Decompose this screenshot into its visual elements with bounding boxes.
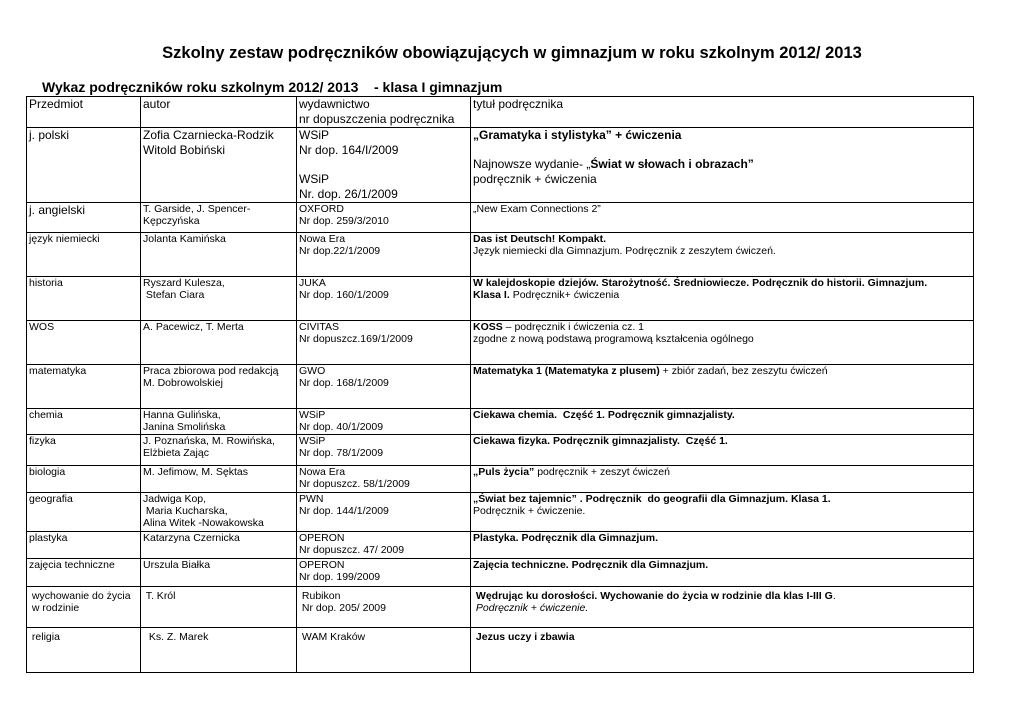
cell-przedmiot: WOS: [27, 321, 141, 365]
cell-wydawnictwo: [297, 277, 471, 321]
table-row: [27, 203, 974, 233]
autor-line: Jolanta Kamińska: [143, 233, 226, 245]
header-wydawnictwo-line: wydawnictwo: [299, 97, 370, 111]
header-tytul: tytuł podręcznika: [471, 97, 974, 128]
autor-line: M. Jefimow, M. Sęktas: [143, 466, 249, 478]
cell-tytul: [471, 233, 974, 277]
tytul-line: „New Exam Connections 2”: [473, 203, 601, 215]
cell-wydawnictwo: [297, 435, 471, 466]
table-row: [27, 365, 974, 409]
cell-przedmiot: religia: [27, 628, 141, 673]
cell-przedmiot: chemia: [27, 409, 141, 435]
cell-tytul: [471, 277, 974, 321]
tytul-line: Plastyka. Podręcznik dla Gimnazjum.: [473, 532, 658, 544]
tytul-line: [473, 289, 972, 301]
tytul-line: [473, 157, 972, 172]
tytul-line: „Świat bez tajemnic” . Podręcznik do geografii dla Gimnazjum. Klasa 1.: [473, 493, 831, 505]
table-row: [27, 409, 974, 435]
cell-wydawnictwo: [297, 532, 471, 559]
cell-autor: [141, 466, 297, 493]
tytul-bold: Wędrując ku dorosłości. Wychowanie do życia w rodzinie dla klas I-III G: [473, 590, 833, 602]
tytul-prefix: Najnowsze wydanie- „: [473, 157, 591, 171]
autor-line: Jadwiga Kop,: [143, 493, 207, 505]
cell-wydawnictwo: [297, 203, 471, 233]
tytul-line: Ciekawa fizyka. Podręcznik gimnazjalisty. Część 1.: [473, 435, 728, 447]
cell-autor: [141, 435, 297, 466]
tytul-line: [473, 466, 972, 478]
table-row: [27, 559, 974, 587]
header-przedmiot: Przedmiot: [27, 97, 141, 128]
cell-tytul: [471, 365, 974, 409]
header-autor: autor: [141, 97, 297, 128]
cell-wydawnictwo: [297, 321, 471, 365]
cell-tytul: [471, 203, 974, 233]
tytul-suffix: podręcznik + zeszyt ćwiczeń: [534, 466, 670, 478]
table-row: [27, 466, 974, 493]
tytul-bold: Matematyka 1 (Matematyka z plusem): [473, 365, 660, 377]
header-wydawnictwo: [297, 97, 471, 128]
cell-autor: [141, 559, 297, 587]
autor-line: Elżbieta Zając: [143, 447, 209, 459]
document-title: Szkolny zestaw podręczników obowiązujących w gimnazjum w roku szkolnym 2012/ 2013: [162, 44, 862, 62]
tytul-line: Podręcznik + ćwiczenie.: [473, 505, 586, 517]
nr-dopuszczenia-line: Nr dop. 259/3/2010: [299, 215, 389, 227]
nr-dopuszczenia-line: Nr dop. 168/1/2009: [299, 377, 389, 389]
nr-dopuszczenia-line: Nr dop. 164/I/2009: [299, 143, 399, 157]
cell-autor: [141, 587, 297, 628]
tytul-line: Podręcznik + ćwiczenie.: [473, 602, 589, 614]
wydawnictwo-line: Rubikon: [299, 590, 341, 602]
nr-dopuszczenia-line: Nr dop. 205/ 2009: [299, 602, 386, 614]
cell-przedmiot: geografia: [27, 493, 141, 532]
cell-wydawnictwo: [297, 233, 471, 277]
autor-line: Maria Kucharska,: [143, 505, 228, 517]
wydawnictwo-line: WSiP: [299, 435, 326, 447]
cell-przedmiot: [27, 587, 141, 628]
tytul-line: Język niemiecki dla Gimnazjum. Podręcznik z zeszytem ćwiczeń.: [473, 245, 776, 257]
cell-tytul: [471, 466, 974, 493]
cell-wydawnictwo: [297, 493, 471, 532]
cell-tytul: [471, 628, 974, 673]
tytul-line: Ciekawa chemia. Część 1. Podręcznik gimnazjalisty.: [473, 409, 735, 421]
tytul-bold: Klasa I.: [473, 289, 510, 301]
nr-dopuszczenia-line: Nr dopuszcz. 47/ 2009: [299, 544, 405, 556]
autor-line: J. Poznańska, M. Rowińska,: [143, 435, 275, 447]
tytul-line: W kalejdoskopie dziejów. Starożytność. Średniowiecze. Podręcznik do historii. Gimnazjum.: [473, 277, 928, 289]
autor-line: T. Król: [143, 590, 176, 602]
wydawnictwo-line: OPERON: [299, 559, 345, 571]
autor-line: Kępczyńska: [143, 215, 200, 227]
autor-line: M. Dobrowolskiej: [143, 377, 223, 389]
cell-tytul: [471, 587, 974, 628]
cell-autor: [141, 532, 297, 559]
nr-dopuszczenia-line: Nr dop. 160/1/2009: [299, 289, 389, 301]
cell-autor: [141, 203, 297, 233]
wydawnictwo-line: GWO: [299, 365, 326, 377]
tytul-line: Das ist Deutsch! Kompakt.: [473, 233, 607, 245]
table-row: [27, 128, 974, 203]
wydawnictwo-line: OPERON: [299, 532, 345, 544]
wydawnictwo-line: CIVITAS: [299, 321, 340, 333]
wydawnictwo-line: JUKA: [299, 277, 326, 289]
autor-line: T. Garside, J. Spencer-: [143, 203, 251, 215]
cell-przedmiot: historia: [27, 277, 141, 321]
wydawnictwo-line: Nowa Era: [299, 233, 346, 245]
cell-tytul: [471, 321, 974, 365]
cell-tytul: [471, 493, 974, 532]
wydawnictwo-line: WSiP: [299, 409, 326, 421]
przedmiot-line: wychowanie do życia: [29, 590, 131, 602]
nr-dopuszczenia-line: Nr dopuszcz.169/1/2009: [299, 333, 413, 345]
cell-autor: [141, 628, 297, 673]
cell-przedmiot: plastyka: [27, 532, 141, 559]
autor-line: Praca zbiorowa pod redakcją: [143, 365, 279, 377]
cell-przedmiot: język niemiecki: [27, 233, 141, 277]
wydawnictwo-line: WSiP: [299, 172, 329, 186]
tytul-bold: „Puls życia”: [473, 466, 535, 478]
header-nr-dopuszczenia: nr dopuszczenia podręcznika: [299, 112, 455, 126]
autor-line: Alina Witek -Nowakowska: [143, 517, 264, 529]
autor-line: Hanna Gulińska,: [143, 409, 221, 421]
cell-przedmiot: biologia: [27, 466, 141, 493]
tytul-suffix: .: [832, 590, 836, 602]
cell-przedmiot: zajęcia techniczne: [27, 559, 141, 587]
cell-tytul: [471, 409, 974, 435]
table-row: [27, 277, 974, 321]
cell-wydawnictwo: [297, 409, 471, 435]
table-row: [27, 233, 974, 277]
table-row: [27, 435, 974, 466]
wydawnictwo-line: WAM Kraków: [299, 631, 366, 643]
nr-dopuszczenia-line: Nr dop. 40/1/2009: [299, 421, 384, 433]
autor-line: Janina Smolińska: [143, 421, 226, 433]
wydawnictwo-line: PWN: [299, 493, 324, 505]
nr-dopuszczenia-line: Nr dop. 144/1/2009: [299, 505, 389, 517]
tytul-line: Zajęcia techniczne. Podręcznik dla Gimnazjum.: [473, 559, 709, 571]
nr-dopuszczenia-line: Nr dop. 78/1/2009: [299, 447, 384, 459]
tytul-line: [473, 321, 972, 333]
wydawnictwo-line: OXFORD: [299, 203, 344, 215]
cell-wydawnictwo: [297, 128, 471, 203]
cell-autor: [141, 365, 297, 409]
cell-tytul: [471, 128, 974, 203]
wydawnictwo-line: Nowa Era: [299, 466, 346, 478]
cell-autor: [141, 233, 297, 277]
tytul-line: [473, 365, 972, 377]
tytul-suffix: + zbiór zadań, bez zeszytu ćwiczeń: [659, 365, 828, 377]
tytul-line: Jezus uczy i zbawia: [473, 631, 575, 643]
cell-wydawnictwo: [297, 365, 471, 409]
tytul-suffix: – podręcznik i ćwiczenia cz. 1: [502, 321, 644, 333]
autor-line: Witold Bobiński: [143, 143, 226, 157]
autor-line: Ks. Z. Marek: [143, 631, 209, 643]
tytul-bold: KOSS: [473, 321, 503, 333]
cell-tytul: [471, 435, 974, 466]
autor-line: Katarzyna Czernicka: [143, 532, 240, 544]
table-row: [27, 532, 974, 559]
autor-line: Ryszard Kulesza,: [143, 277, 225, 289]
nr-dopuszczenia-line: Nr. dop. 26/1/2009: [299, 187, 398, 201]
table-header-row: [27, 97, 974, 128]
tytul-line: podręcznik + ćwiczenia: [473, 172, 597, 186]
cell-wydawnictwo: [297, 559, 471, 587]
autor-line: Zofia Czarniecka-Rodzik: [143, 128, 274, 142]
table-row: [27, 493, 974, 532]
cell-autor: [141, 321, 297, 365]
table-row: [27, 628, 974, 673]
tytul-bold: Świat w słowach i obrazach”: [590, 157, 754, 171]
cell-przedmiot: j. polski: [27, 128, 141, 203]
cell-autor: [141, 277, 297, 321]
cell-autor: [141, 493, 297, 532]
cell-tytul: [471, 532, 974, 559]
autor-line: Stefan Ciara: [143, 289, 205, 301]
tytul-line: „Gramatyka i stylistyka” + ćwiczenia: [473, 128, 682, 142]
cell-wydawnictwo: [297, 628, 471, 673]
cell-przedmiot: j. angielski: [27, 203, 141, 233]
cell-wydawnictwo: [297, 466, 471, 493]
tytul-suffix: Podręcznik+ ćwiczenia: [509, 289, 620, 301]
tytul-line: [473, 590, 972, 602]
textbook-table: [26, 96, 974, 673]
nr-dopuszczenia-line: Nr dop. 199/2009: [299, 571, 381, 583]
przedmiot-line: w rodzinie: [29, 602, 80, 614]
cell-autor: [141, 128, 297, 203]
cell-autor: [141, 409, 297, 435]
cell-wydawnictwo: [297, 587, 471, 628]
section-subtitle: Wykaz podręczników roku szkolnym 2012/ 2013 - klasa I gimnazjum: [42, 79, 503, 95]
nr-dopuszczenia-line: Nr dop.22/1/2009: [299, 245, 381, 257]
autor-line: Urszula Białka: [143, 559, 211, 571]
autor-line: A. Pacewicz, T. Merta: [143, 321, 244, 333]
cell-przedmiot: matematyka: [27, 365, 141, 409]
table-row: [27, 587, 974, 628]
nr-dopuszczenia-line: Nr dopuszcz. 58/1/2009: [299, 478, 410, 490]
table-row: [27, 321, 974, 365]
wydawnictwo-line: WSiP: [299, 128, 329, 142]
cell-tytul: [471, 559, 974, 587]
tytul-line: zgodne z nową podstawą programową kształcenia ogólnego: [473, 333, 754, 345]
cell-przedmiot: fizyka: [27, 435, 141, 466]
